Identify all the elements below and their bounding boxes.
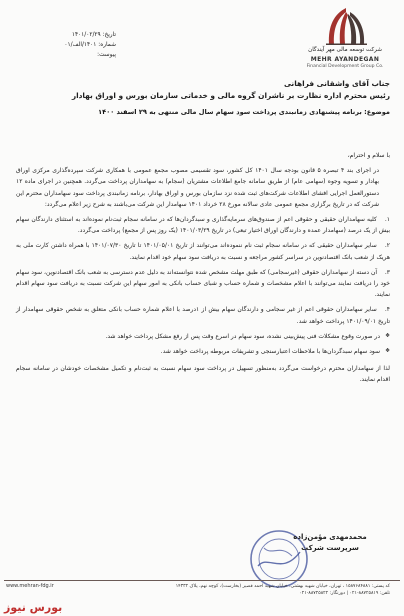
letter-meta (6, 30, 116, 60)
company-name-en: MEHR AYANDEGAN (310, 56, 380, 63)
note-bullet: ❖ در صورت وقوع مشکلات فنی پیش‌بینی نشده، سود سهام در اسرع وقت پس از رفع مشکل پرداخت خواهد شد. (16, 331, 390, 342)
meta-date-label: تاریخ (104, 32, 116, 38)
list-item-text: آن دسته از سهامداران حقوقی (غیرسجامی) که طبق مهلت مشخص شده نتوانسته‌اند به دلیل عدم دسترسی به شعب بانک اقتصادنوین، سود سهام خود را دریافت نمایند می‌توانند با اعلام مشخصات و شماره حساب و شبای حساب بانکی به امور سهام این شرکت نسبت به دریافت سود سهام اقدام نمایند. (16, 268, 390, 299)
list-item-text: سایر سهامداران حقیقی که در سامانه سجام ثبت نام ننموده‌اند می‌توانند از تاریخ ۱۴۰۱/۰۵/۰۱ تا تاریخ ۱۴۰۱/۰۷/۳۰ با همراه داشتن کارت ملی به هریک از شعب بانک اقتصادنوین در سراسر کشور مراجعه و نسبت به دریافت سود سهام خود اقدام نمایند. (16, 242, 390, 261)
list-item (16, 267, 390, 301)
list-item-text: سایر سهامداران حقوقی اعم از غیر سجامی و دارندگان سهام بیش از ۱درصد با اعلام شماره حساب بانکی متعلق به شخص حقوقی سهامدار از تاریخ ۱۴۰۱/۰۹/۰۱ پرداخت خواهد شد. (16, 306, 390, 325)
list-item-number: ۴. (384, 306, 391, 314)
list-item (16, 304, 390, 326)
footer-divider (4, 580, 400, 581)
signature-block (280, 532, 380, 554)
company-logo (300, 6, 390, 72)
list-item-number: ۲. (384, 242, 390, 250)
intro-paragraph: در اجرای بند ۴ تبصره ۵ قانون بودجه سال ۱۴۰۱ کل کشور، سود تقسیمی مصوب مجمع عمومی با همکاری شرکت سپرده‌گذاری مرکزی اوراق بهادار و تسویه وجوه (سهامی عام) از طریق سامانه جامع اطلاعات مشتریان (سجام) به سهامداران پرداخت می‌گردد. همچنین در اجرای ماده ۱۲ دستورالعمل اجرایی افشای اطلاعات شرکت‌های ثبت شده نزد سازمان بورس و اوراق بهادار، برنامه زمانبندی پرداخت سود سهامداران محترم این شرکت که در تاریخ برگزاری مجمع عمومی عادی سالانه مورخ ۲۸ خرداد ۱۴۰۱ سهامدار این شرکت می‌باشند به شرح زیر اعلام می‌گردد: (16, 167, 379, 208)
recipient-block (14, 78, 390, 102)
letter-body (16, 150, 390, 390)
recipient-title: رئیس محترم اداره نظارت بر ناشران گروه مالی و خدماتی سازمان بورس و اوراق بهادار (71, 91, 390, 100)
note-bullet: ❖ سود سهام سبدگردان‌ها با ملاحظات اعتبارسنجی و تشریفات مربوطه پرداخت خواهد شد. (16, 346, 390, 357)
company-logo-icon (320, 6, 372, 46)
subject-date: ۲۹ اسفند ۱۴۰۰ (98, 108, 147, 116)
list-item-text: کلیه سهامداران حقیقی و حقوقی اعم از صندوق‌های سرمایه‌گذاری و سبدگردان‌ها که در سامانه سجام ثبت‌نام نموده‌اند به استثنای دارندگان سهام بیش از یک درصد (سهامدار عمده و دارندگان اوراق اختیار تبعی) در تاریخ ۱۴۰۱/۰۳/۲۹ (یک روز پس از مجمع) پرداخت می‌گردد. (16, 216, 390, 235)
signer-name: محمدمهدی مؤمن‌زاده (293, 533, 367, 541)
list-item-number: ۱. (384, 216, 390, 224)
meta-attachment: پیوست: (97, 52, 116, 58)
list-item (16, 214, 390, 236)
meta-date-value: ۱۴۰۱/۰۲/۲۹ (71, 32, 101, 38)
meta-attachment-label: پیوست (99, 52, 116, 58)
meta-number-label: شماره (100, 42, 116, 48)
footer-address (90, 583, 390, 597)
meta-number-value: ۱۴۰۱/الف/۰۱ (64, 42, 97, 48)
company-subtitle-en: Financial Development Group Co. (306, 64, 384, 69)
closing-paragraph: لذا از سهامداران محترم درخواست می‌گردد به‌منظور تسهیل در پرداخت سود سهام نسبت به ثبت‌نام و تکمیل مشخصات خودشان در سامانه سجام اقدام نمایند. (16, 365, 390, 384)
recipient-name: جناب آقای واشقانی فراهانی (283, 79, 390, 88)
subject-line (14, 107, 390, 117)
list-item-number: ۳. (384, 268, 390, 276)
footer-website: www.mehran-fdg.ir (6, 583, 54, 589)
company-name-fa: شرکت توسعه مالی مهر آیندگان (308, 47, 382, 53)
footer-phones: تلفن: ۸۸۷۲۵۸۱۹-۰۲۱ | دورنگار: ۸۸۷۲۵۸۲۲-۰۲۱ (299, 591, 390, 596)
subject-text: موضوع: برنامه پیشنهادی زمانبندی پرداخت سود سهام سال مالی منتهی به (149, 108, 390, 116)
source-watermark: بورس نیوز (4, 601, 63, 614)
greeting: با سلام و احترام، (347, 152, 390, 159)
meta-date: تاریخ: ۱۴۰۱/۰۲/۲۹ (71, 32, 116, 38)
meta-number: شماره: ۱۴۰۱/الف/۰۱ (64, 42, 116, 48)
signer-title: سرپرست شرکت (301, 544, 359, 552)
footer-address-text: کد پستی: ۱۵۸۷۶۸۴۸۸۱ ، تهران، خیابان شهید بهشتی، خیابان شهید احمد قصیر (بخارست)، کوچه نهم، پلاک ۱۴۳۳۲ (175, 584, 390, 589)
list-item (16, 240, 390, 262)
